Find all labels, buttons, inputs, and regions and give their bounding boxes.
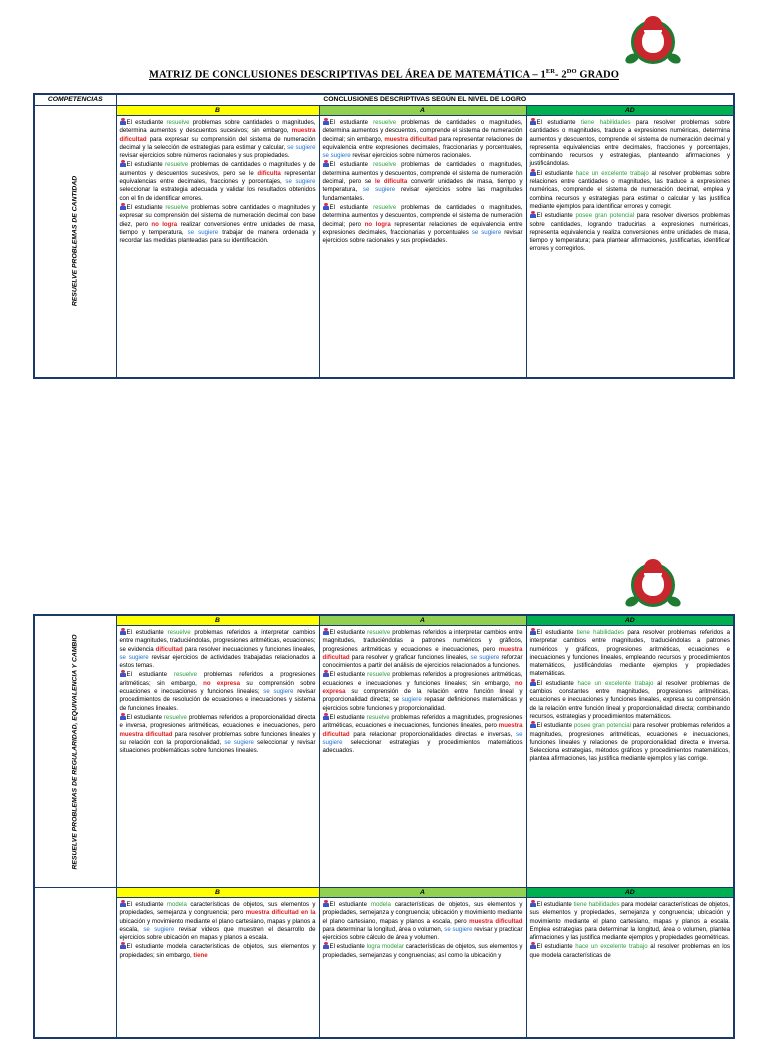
keyword: modela: [166, 901, 187, 908]
text-run: problemas referidos a progresiones aritméticas, ecuaciones e inecuaciones y funciones lineales; sin embargo,: [322, 671, 523, 687]
conclusion-text: [320, 898, 526, 962]
text-run: para determinar la longitud, área o volumen,: [322, 925, 445, 933]
text-run: seleccionar la estrategia adecuada y validar los resultados obtenidos con el fin de identificar errores.: [119, 186, 316, 202]
keyword: muestra dificultad: [469, 917, 523, 925]
level-header-a: A: [319, 615, 526, 626]
keyword: se sugiere: [263, 688, 294, 696]
keyword: resuelve: [366, 713, 390, 721]
keyword: tiene habilidades: [581, 119, 631, 126]
student-figure-icon: [120, 118, 126, 125]
text-run: problemas referidos a interpretar cambios entre magnitudes, traduciéndolas, progresiones aritméticas, ecuaciones; se evidencia: [119, 629, 316, 653]
student-figure-icon: [323, 713, 329, 720]
keyword: se sugiere: [322, 730, 523, 746]
keyword: posee gran potencial: [573, 722, 631, 730]
text-run: su comprensión de la relación entre función lineal y proporcionalidad directa; se: [322, 688, 523, 704]
text-run: revisar ejercicios sobre las magnitudes fundamentales.: [322, 186, 523, 202]
santa-wreath-logo: [625, 12, 681, 72]
document-page-2: [0, 545, 768, 1024]
text-run: seleccionar y revisar situaciones problemáticas sobre funciones lineales.: [119, 738, 316, 755]
cell-level-b: [116, 626, 319, 888]
conclusion-paragraph: [323, 118, 523, 160]
student-figure-icon: [323, 670, 329, 677]
student-figure-icon: [530, 211, 536, 218]
text-run: El estudiante: [536, 169, 576, 177]
text-run: El estudiante: [536, 679, 578, 687]
cell-level-b: [116, 116, 319, 378]
keyword: resuelve: [173, 671, 197, 679]
text-run: El estudiante: [536, 119, 581, 126]
conclusion-paragraph: [530, 942, 731, 960]
conclusion-paragraph: [120, 203, 316, 245]
text-run: problemas de cantidades o magnitudes y de aumentos y descuentos sucesivos, pero se le: [119, 161, 316, 177]
conclusion-text: [117, 116, 319, 247]
document-page-1: [0, 0, 768, 500]
competency-label: RESUELVE PROBLEMAS DE REGULARIDAD, EQUIVALENCIA Y CAMBIO: [71, 633, 79, 870]
text-run: problemas referidos a magnitudes, progresiones aritméticas, ecuaciones e inecuaciones, funciones lineales, pero: [322, 713, 523, 730]
student-figure-icon: [120, 628, 126, 635]
competency-label: RESUELVE PROBLEMAS DE CANTIDAD: [71, 176, 79, 307]
student-figure-icon: [120, 900, 126, 907]
cell-level-ad: [526, 898, 734, 1038]
conclusion-paragraph: [530, 679, 731, 721]
text-run: El estudiante modela características de objetos, sus elementos y propiedades; sin embargo,: [119, 943, 316, 959]
conclusion-paragraph: [323, 942, 523, 960]
text-run: El estudiante: [329, 119, 374, 126]
conclusion-text: [320, 116, 526, 247]
keyword: muestra dificultad: [119, 730, 173, 738]
keyword: se sugiere: [287, 143, 316, 151]
keyword: logra modelar: [366, 943, 404, 951]
keyword: se sugiere: [224, 738, 254, 746]
text-run: problemas sobre cantidades o magnitudes y expresar su comprensión del sistema de numeración decimal con base diez, pero: [119, 203, 316, 228]
text-run: problemas de cantidades o magnitudes, determina aumentos y descuentos, comprende el sistema de numeración decimal, pero se: [322, 161, 523, 186]
text-run: representar equivalencias entre decimales, fracciones y porcentajes,: [119, 169, 316, 186]
competency-cell: [34, 615, 116, 888]
level-header-ad: AD: [526, 615, 734, 626]
keyword: muestra dificultad: [384, 135, 438, 143]
text-run: para resolver problemas sobre cantidades o magnitudes, traduce a expresiones numéricas, determina aumentos y descuentos, comprende el sistema de numeración decimal y representa equivalencias entre decimales, fracciones y porcentajes, combinando recursos y estrategias, planteando afirmaciones y justificándolas.: [529, 119, 731, 168]
text-run: El estudiante: [329, 203, 374, 211]
conclusion-paragraph: [530, 900, 731, 942]
text-run: características de objetos, sus elementos y propiedades, semejanza y congruencia; pero: [119, 901, 316, 917]
text-run: El estudiante: [126, 901, 167, 908]
text-run: El estudiante: [329, 161, 374, 169]
conclusion-paragraph: [120, 670, 316, 712]
text-run: El estudiante: [536, 629, 577, 636]
keyword: tiene habilidades: [576, 629, 625, 636]
text-run: para resolver problemas referidos a interpretar cambios entre magnitudes, traduciéndolas a patrones numéricos y gráficos, progresiones aritméticas, ecuaciones e inecuaciones y funciones lineales, empleando recursos y procedimientos matemáticos, justificándolas mediante ejemplos y propiedades matemáticas.: [529, 629, 730, 678]
conclusion-text: [527, 116, 734, 256]
cell-level-b: [116, 898, 319, 1038]
keyword: resuelve: [367, 671, 391, 679]
level-header-b: B: [116, 106, 319, 116]
text-run: problemas referidos a interpretar cambios entre magnitudes, traduciéndolas a patrones numéricos y gráficos, progresiones aritméticas y ecuaciones e inecuaciones, pero: [322, 629, 523, 653]
text-run: problemas referidos a progresiones aritméticas; sin embargo,: [119, 671, 316, 687]
student-figure-icon: [323, 900, 329, 907]
student-figure-icon: [120, 713, 126, 720]
keyword: hace un excelente trabajo: [575, 943, 648, 951]
keyword: modela: [370, 901, 391, 908]
text-run: El estudiante: [536, 212, 576, 220]
text-run: problemas de cantidades o magnitudes, determina aumentos y descuentos, comprende el sistema de numeración decimal; sin embargo,: [322, 119, 523, 143]
level-header-ad: AD: [526, 888, 734, 898]
cell-level-a: [319, 116, 526, 378]
conclusion-text: [527, 898, 734, 962]
keyword: muestra dificultad en la: [245, 909, 316, 917]
keyword: se sugiere: [471, 228, 502, 236]
student-figure-icon: [530, 118, 536, 125]
text-run: al resolver problemas de cambios constantes entre magnitudes, progresiones aritméticas, ecuaciones e inecuaciones y funciones lineales, expresa su comprensión de la relación entre función lineal y proporcionalidad directa; combinando recursos, estrategias y procedimientos matemáticos.: [529, 679, 730, 720]
text-run: para relacionar proporcionalidades directas e inversas,: [349, 730, 517, 738]
conclusion-paragraph: [120, 900, 316, 942]
student-figure-icon: [323, 203, 329, 210]
text-run: realizar conversiones entre unidades de masa, tiempo y temperatura,: [119, 220, 316, 236]
conclusion-paragraph: [120, 942, 316, 960]
text-run: revisar y practicar ejercicios sobre cálculo de área y volumen.: [322, 925, 523, 942]
keyword: resuelve: [165, 203, 189, 211]
cell-level-ad: [526, 626, 734, 888]
keyword: resuelve: [166, 119, 190, 126]
conclusion-paragraph: [323, 670, 523, 712]
keyword: se sugiere: [119, 653, 149, 661]
conclusion-paragraph: [323, 203, 523, 245]
keyword: posee gran potencial: [575, 212, 635, 220]
student-figure-icon: [120, 942, 126, 949]
text-run: al resolver problemas sobre relaciones entre cantidades o magnitudes, las traduce a expresiones numéricas, comprende el sistema de numeración decimal, emplea y combina recursos y estrategias para estimar o calcular y las justifica mediante ejemplos para identificar errores y corregir.: [529, 169, 731, 210]
text-run: para resolver inecuaciones y funciones lineales,: [182, 645, 316, 653]
keyword: tiene: [193, 951, 208, 959]
conclusion-paragraph: [323, 160, 523, 202]
student-figure-icon: [530, 628, 536, 635]
text-run: El estudiante: [126, 119, 167, 126]
keyword: se sugiere: [322, 152, 351, 160]
conclusion-text: [117, 898, 319, 962]
conclusion-paragraph: [530, 628, 731, 679]
keyword: no expresa: [322, 679, 523, 696]
keyword: resuelve: [373, 203, 397, 211]
keyword: se sugiere: [444, 925, 473, 933]
text-run: ubicación y movimiento mediante el plano cartesiano, mapas y planos a escala,: [119, 917, 316, 933]
keyword: muestra dificultad: [119, 127, 316, 143]
conclusion-paragraph: [323, 628, 523, 670]
conclusion-text: [117, 626, 319, 757]
cell-level-a: [319, 898, 526, 1038]
text-run: problemas sobre cantidades o magnitudes, determina aumentos y descuentos sucesivos; sin embargo,: [119, 119, 316, 135]
student-figure-icon: [323, 160, 329, 167]
text-run: repasar definiciones matemáticas y ejercicios sobre funciones y proporcionalidad.: [322, 696, 523, 712]
keyword: se sugiere: [285, 178, 316, 186]
student-figure-icon: [530, 721, 536, 728]
text-run: para resolver problemas referidos a magnitudes, progresiones aritméticas, ecuaciones e inecuaciones, funciones lineales y relaciones de proporcionalidad directa e inversa. Selecciona estrategias, métodos gráficos y procedimientos matemáticos, plantea afirmaciones, las justifica mediante ejemplos y las corrige.: [529, 722, 730, 763]
text-run: El estudiante: [126, 161, 166, 169]
text-run: problemas referidos a proporcionalidad directa e inversa, progresiones aritméticas, ecuaciones e inecuaciones, pero: [119, 713, 316, 730]
level-header-a: A: [319, 888, 526, 898]
text-run: para expresar su comprensión del sistema de numeración decimal y la selección de estrategias para estimar y calcular,: [119, 135, 316, 151]
keyword: muestra dificultad: [322, 722, 523, 738]
text-run: seleccionar estrategias y procedimientos matemáticos adecuados.: [322, 738, 523, 755]
keyword: resuelve: [167, 629, 191, 636]
text-run: características de objetos, sus elementos y propiedades, semejanzas y congruencias; así como la ubicación y: [322, 943, 523, 959]
conclusions-matrix-table: [33, 93, 735, 379]
conclusion-text: [320, 626, 526, 757]
keyword: se sugiere: [143, 925, 175, 933]
keyword: no expresa: [203, 679, 240, 687]
student-figure-icon: [530, 900, 536, 907]
text-run: para resolver y graficar funciones lineales,: [349, 653, 471, 661]
keyword: se sugiere: [187, 228, 219, 236]
text-run: al resolver problemas en los que modela características de: [529, 943, 730, 959]
text-run: El estudiante: [329, 629, 368, 636]
keyword: dificultad: [155, 645, 183, 653]
text-run: El estudiante: [126, 671, 174, 679]
cell-level-a: [319, 626, 526, 888]
student-figure-icon: [323, 628, 329, 635]
text-run: su comprensión sobre ecuaciones e inecuaciones y funciones lineales;: [119, 679, 316, 696]
cell-level-ad: [526, 116, 734, 378]
text-run: revisar ejercicios sobre números racionales y sus propiedades.: [119, 152, 290, 160]
keyword: se sugiere: [362, 186, 396, 194]
text-run: para modelar características de objetos, sus elementos y propiedades, semejanza y congruencia; ubicación y movimiento mediante el plano cartesiano, mapas y planos a escala. Emplea estrategias para determinar la longitud, área o volumen, plantea afirmaciones y las justifica mediante ejemplos y propiedades geométricas.: [529, 901, 730, 942]
text-run: para representar relaciones de equivalencia entre expresiones decimales, fraccionarias y porcentuales,: [322, 135, 523, 151]
conclusion-paragraph: [120, 118, 316, 160]
conclusion-paragraph: [530, 169, 731, 211]
student-figure-icon: [120, 160, 126, 167]
conclusions-matrix-table-continued: [33, 614, 735, 1039]
student-figure-icon: [530, 169, 536, 176]
keyword: tiene habilidades: [573, 901, 620, 908]
keyword: no logra: [364, 220, 391, 228]
text-run: El estudiante: [329, 713, 367, 721]
student-figure-icon: [323, 118, 329, 125]
keyword: resuelve: [367, 629, 391, 636]
conclusion-paragraph: [530, 118, 731, 169]
text-run: El estudiante: [126, 203, 166, 211]
keyword: resuelve: [373, 161, 397, 169]
keyword: muestra dificultad: [322, 645, 523, 661]
student-figure-icon: [323, 942, 329, 949]
student-figure-icon: [530, 679, 536, 686]
text-run: convertir unidades de masa, tiempo y temperatura,: [322, 178, 523, 194]
student-figure-icon: [530, 942, 536, 949]
text-run: reforzar conocimientos a partir del análisis de ejercicios relacionados a funciones.: [322, 653, 523, 670]
text-run: El estudiante: [329, 901, 371, 908]
text-run: El estudiante: [536, 901, 574, 908]
student-figure-icon: [120, 203, 126, 210]
conclusion-paragraph: [530, 721, 731, 763]
text-run: problemas de cantidades o magnitudes, determina aumentos y descuentos, comprende el sistema de numeración decimal; pero: [322, 203, 523, 228]
text-run: El estudiante: [329, 943, 367, 951]
level-header-ad: AD: [526, 106, 734, 116]
text-run: revisar ejercicios de actividades trabajadas relacionados a estos temas.: [119, 653, 316, 670]
text-run: revisar ejercicios sobre números racionales.: [350, 152, 472, 160]
level-header-b: B: [116, 888, 319, 898]
keyword: hace un excelente trabajo: [575, 169, 649, 177]
page-title: MATRIZ DE CONCLUSIONES DESCRIPTIVAS DEL ÁREA DE MATEMÁTICA – 1ER- $2^{DO}$ GRADO: [149, 68, 619, 81]
level-header-a: A: [319, 106, 526, 116]
text-run: trabajar de manera ordenada y recordar las medidas planteadas para su identificación.: [119, 228, 316, 245]
keyword: hace un excelente trabajo: [577, 679, 654, 687]
text-run: El estudiante: [536, 722, 574, 730]
santa-wreath-logo: [625, 555, 681, 615]
keyword: dificulta: [257, 169, 281, 177]
header-competencias: COMPETENCIAS: [34, 94, 116, 106]
text-run: características de objetos, sus elementos y propiedades, semejanza y congruencia; ubicación y movimiento mediante el plano cartesiano, mapas y planos a escala, pero: [322, 901, 523, 925]
keyword: resuelve: [373, 119, 397, 126]
keyword: resuelve: [165, 161, 189, 169]
text-run: revisar procedimientos de resolución de ecuaciones e inecuaciones y sistema de funciones lineales.: [119, 688, 316, 712]
conclusion-paragraph: [120, 628, 316, 670]
competency-cell: [34, 106, 116, 378]
conclusion-paragraph: [120, 160, 316, 202]
keyword: sugiere: [401, 696, 422, 704]
header-conclusiones: CONCLUSIONES DESCRIPTIVAS SEGÚN EL NIVEL DE LOGRO: [116, 94, 734, 106]
keyword: resuelve: [163, 713, 187, 721]
text-run: El estudiante: [329, 671, 368, 679]
text-run: El estudiante: [536, 943, 576, 951]
level-header-b: B: [116, 615, 319, 626]
conclusion-paragraph: [120, 713, 316, 755]
text-run: revisar ejercicios sobre racionales y sus propiedades.: [322, 228, 523, 245]
student-figure-icon: [120, 670, 126, 677]
conclusion-paragraph: [530, 211, 731, 253]
text-run: para resolver problemas sobre funciones lineales y su relación con la proporcionalidad,: [119, 730, 316, 746]
conclusion-paragraph: [323, 713, 523, 755]
text-run: El estudiante: [126, 629, 168, 636]
text-run: para resolver diversos problemas sobre cantidades, logrando traducirlas a expresiones numéricas, representa equivalencia y realiza conversiones entre unidades de masa, tiempo y temperatura; para plantear afirmaciones, justificarlas, identificar errores y corregirlos.: [529, 212, 731, 253]
competency-cell: [34, 888, 116, 1038]
text-run: El estudiante: [126, 713, 164, 721]
keyword: no logra: [151, 220, 178, 228]
conclusion-paragraph: [323, 900, 523, 942]
text-run: revisar videos que muestren el desarrollo de ejercicios sobre ubicación en mapas y planos a escala.: [119, 925, 316, 942]
conclusion-text: [527, 626, 734, 766]
keyword: le dificulta: [375, 178, 408, 186]
text-run: representar relaciones de equivalencia entre expresiones decimales, fraccionarias y porcentuales: [322, 220, 523, 236]
keyword: se sugiere: [470, 653, 500, 661]
